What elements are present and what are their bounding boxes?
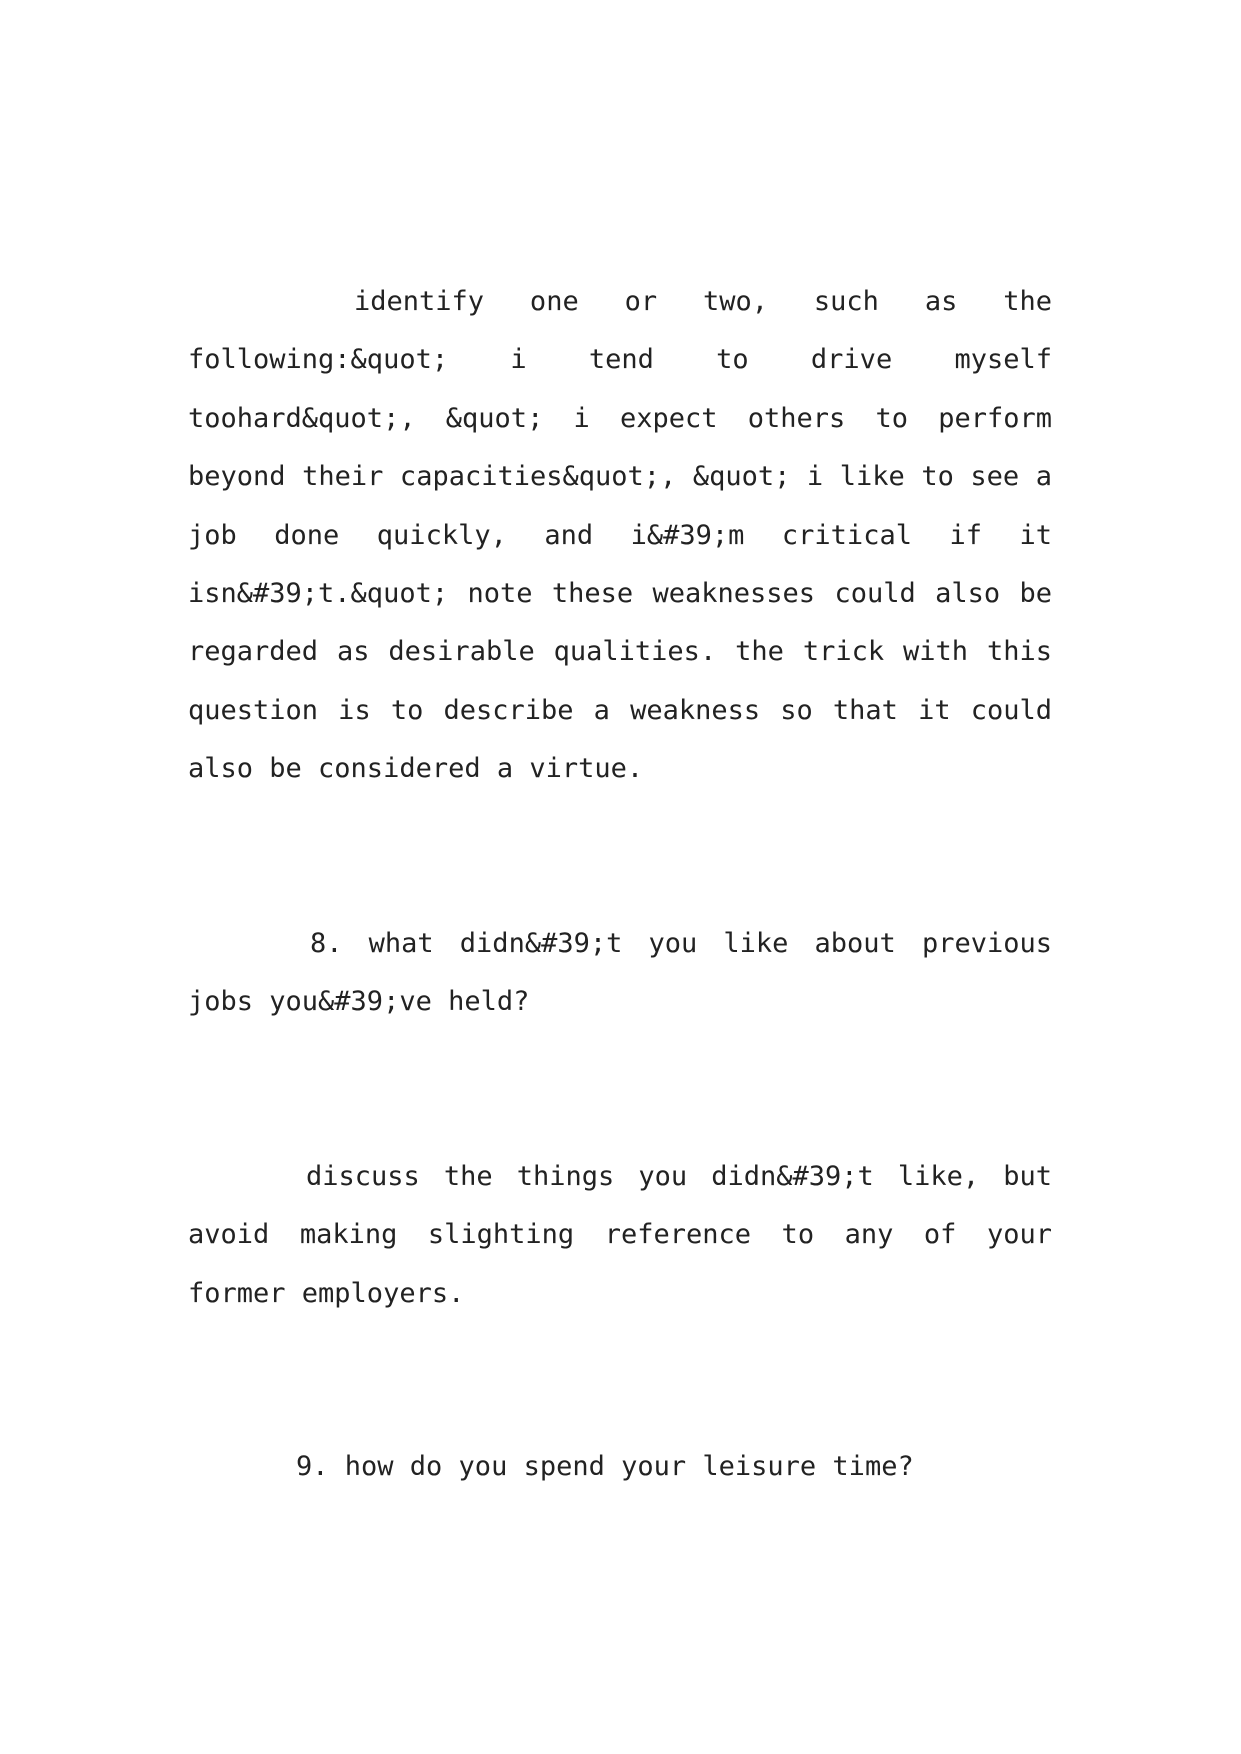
answer-paragraph-weaknesses: identify one or two, such as the following:&quot; i tend to drive myself toohard&quot;, &quot; i expect others to perform beyond their capacities&quot;, &quot; i like to see a job done quickly, and i&#39;m critical if it isn&#39;t.&quot; note these weaknesses could also be regarded as desirable qualities. the trick with this question is to describe a weakness so that it could also be considered a virtue. — [188, 286, 1052, 785]
answer-paragraph-previous-jobs: discuss the things you didn&#39;t like, but avoid making slighting reference to any of your former employers. — [188, 1161, 1052, 1309]
question-9-heading: 9. how do you spend your leisure time? — [296, 1451, 914, 1482]
question-8-heading: 8. what didn&#39;t you like about previous jobs you&#39;ve held? — [188, 928, 1052, 1018]
